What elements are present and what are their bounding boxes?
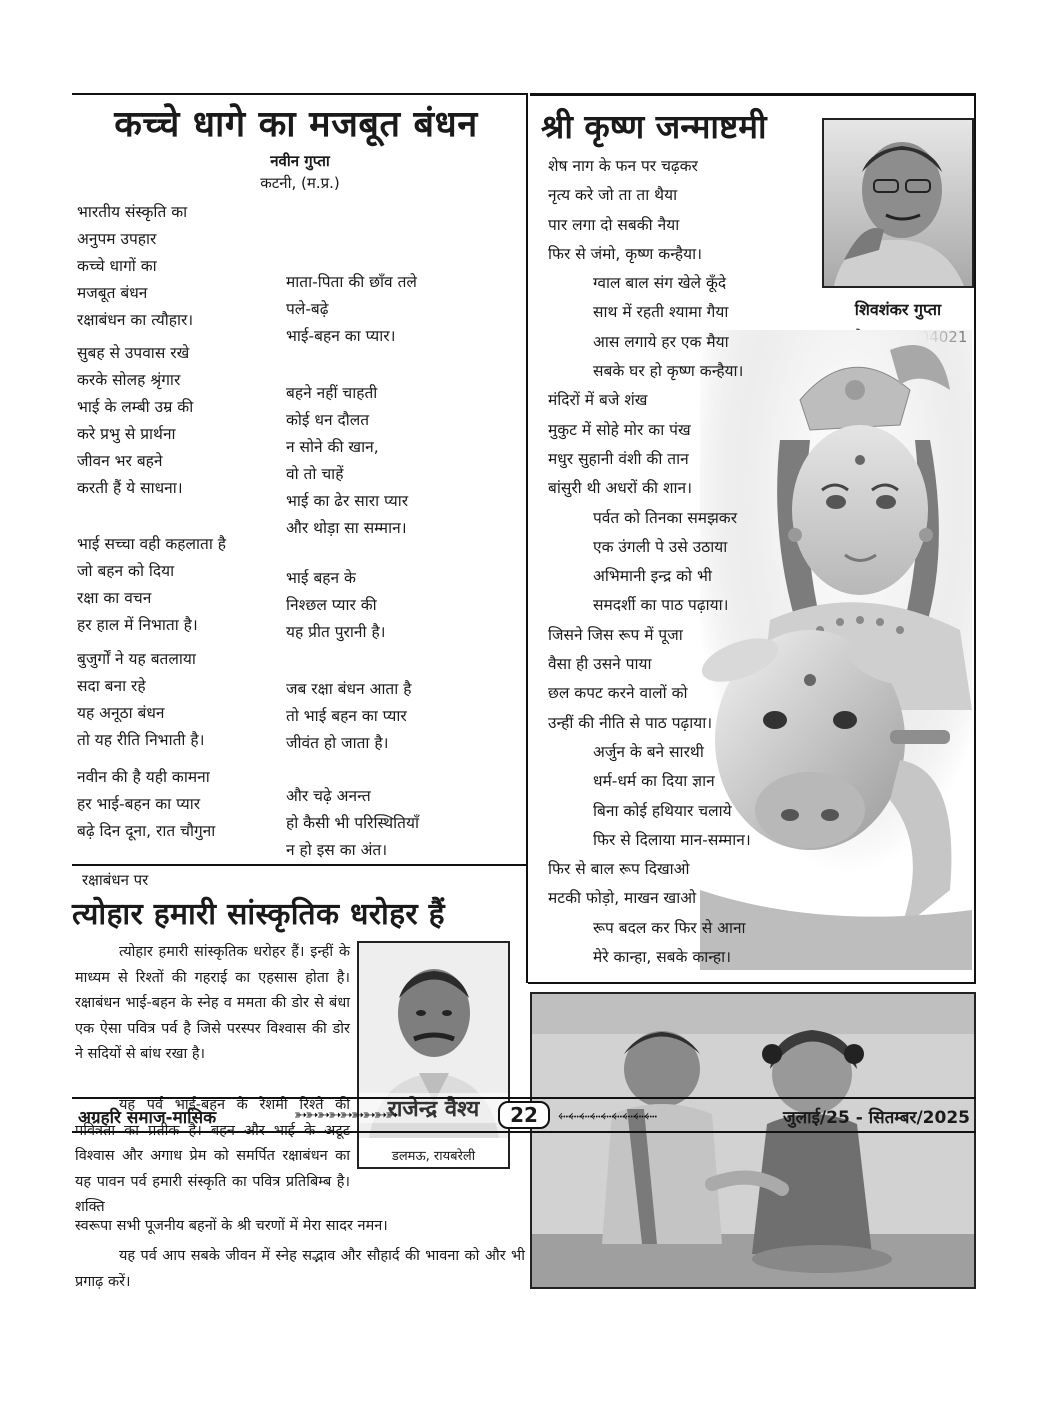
poem2-line: जिसने जिस रूप में पूजा [548, 625, 683, 644]
poem-line: कोई धन दौलत [286, 411, 370, 429]
vine-ornament-right-icon: ⬸⬸⬸⬸⬸⬸⬸⬸⬸ [558, 1105, 656, 1124]
poem-line: हो कैसी भी परिस्थितियाँ [286, 814, 419, 832]
poem2-line: मुकुट में सोहे मोर का पंख [548, 420, 691, 439]
article-author-caption: राजेन्द्र वैश्य [359, 1093, 508, 1123]
poem1-title: कच्चे धागे का मजबूत बंधन [114, 104, 478, 145]
poem1-stanza-5 [77, 764, 215, 845]
poem2-line: फिर से दिलाया मान-सम्मान। [593, 830, 751, 849]
vine-ornament-left-icon: ➳➳➳➳➳➳➳➳➳ [294, 1105, 397, 1124]
poem2-line: फिर से जंमो, कृष्ण कन्हैया। [548, 244, 702, 263]
poem-line: जब रक्षा बंधन आता है [286, 680, 412, 698]
article-para-1 [75, 940, 350, 1068]
poem-line: भाई का ढेर सारा प्यार [286, 492, 409, 510]
poem-line: और थोड़ा सा सम्मान। [286, 519, 407, 537]
poem2-line: मंदिरों में बजे शंख [548, 391, 648, 410]
poem2-lines [548, 152, 751, 972]
poem-line: जीवंत हो जाता है। [286, 734, 389, 752]
issue-date: जुलाई/25 - सितम्बर/2025 [783, 1108, 970, 1128]
poem-line: करती हैं ये साधना। [77, 479, 183, 497]
poem2-line: अभिमानी इन्द्र को भी [593, 567, 712, 586]
poem2-line: ग्वाल बाल संग खेले कूँदे [593, 274, 727, 293]
top-rule-right [530, 93, 976, 96]
article-author-place: डलमऊ, रायबरेली [391, 1149, 476, 1164]
poem1-place: कटनी, (म.प्र.) [260, 174, 340, 192]
page-number: 22 [498, 1101, 550, 1129]
poem-line: हर हाल में निभाता है। [77, 616, 198, 634]
top-rule-left [72, 93, 526, 95]
poem-line: जीवन भर बहने [77, 452, 163, 470]
poem-line: नवीन की है यही कामना [77, 768, 210, 786]
poem1-stanza-7 [286, 380, 408, 542]
poem2-line: बांसुरी थी अधरों की शान। [548, 479, 693, 498]
rakhi-children-photo [530, 992, 976, 1289]
article-text: यह पर्व भाई-बहन के रेशमी रिश्ते की पवित्रता का प्रतीक है। बहन और भाई के अटूट विश्वास और अगाध प्रेम को समर्पित रक्षाबंधन का यह पावन पर्व हमारी संस्कृति का पवित्र प्रतिबिम्ब है। शक्ति [75, 1097, 350, 1215]
poem2-line: मेरे कान्हा, सबके कान्हा। [593, 948, 732, 967]
poem-line: जो बहन को दिया [77, 562, 175, 580]
poem-line: तो भाई बहन का प्यार [286, 707, 407, 725]
poem-line: हर भाई-बहन का प्यार [77, 795, 201, 813]
poem-line: अनुपम उपहार [77, 230, 157, 248]
poem2-line: साथ में रहती श्यामा गैया [593, 303, 729, 322]
right-border [974, 93, 976, 983]
poem1-stanza-2 [77, 340, 193, 502]
poem2-line: शेष नाग के फन पर चढ़कर [548, 157, 698, 175]
poem2-line: आस लगाये हर एक मैया [593, 332, 729, 351]
poem1-stanza-3 [77, 531, 226, 639]
article-text: यह पर्व आप सबके जीवन में स्नेह सद्भाव और सौहार्द की भावना को और भी प्रगाढ़ करें। [75, 1248, 525, 1290]
poem1-stanza-4 [77, 646, 204, 754]
article-text: त्योहार हमारी सांस्कृतिक धरोहर हैं। इन्हीं के माध्यम से रिश्तों की गहराई का एहसास होता है। रक्षाबंधन भाई-बहन के स्नेह व ममता की डोर से बंधा एक ऐसा पवित्र पर्व है जिसे परस्पर विश्वास की डोर ने सदियों से बांध रखा है। [75, 944, 350, 1062]
poem-line: रक्षाबंधन का त्यौहार। [77, 311, 194, 329]
poem-line: यह अनूठा बंधन [77, 704, 165, 722]
poem1-stanza-9 [286, 676, 411, 757]
magazine-name: अग्रहरि समाज-मासिक [78, 1108, 217, 1128]
poem-line: करके सोलह श्रृंगार [77, 371, 181, 389]
poem-line: बुजुर्गों ने यह बतलाया [77, 650, 196, 668]
poem2-line: एक उंगली पे उसे उठाया [593, 537, 728, 556]
poem2-line: रूप बदल कर फिर से आना [593, 918, 746, 937]
poem2-line: अर्जुन के बने सारथी [593, 742, 704, 761]
poem-line: निश्छल प्यार की [286, 596, 377, 614]
poem-line: पले-बढ़े [286, 300, 329, 318]
poem-line: करे प्रभु से प्रार्थना [77, 425, 176, 443]
poem-line: न सोने की खान, [286, 438, 379, 456]
poem2-line: पर्वत को तिनका समझकर [593, 508, 738, 527]
poem-line: भारतीय संस्कृति का [77, 203, 188, 221]
poem2-line: पार लगा दो सबकी नैया [548, 215, 680, 234]
poem2-line: सबके घर हो कृष्ण कन्हैया। [593, 362, 744, 381]
poem-line: रक्षा का वचन [77, 589, 152, 607]
article-text: स्वरूपा सभी पूजनीय बहनों के श्री चरणों में मेरा सादर नमन। [75, 1218, 388, 1234]
poem1-stanza-6 [286, 269, 417, 350]
poem2-line: मधुर सुहानी वंशी की तान [548, 449, 689, 468]
poem-line: सुबह से उपवास रखे [77, 344, 190, 362]
article-kicker: रक्षाबंधन पर [82, 871, 149, 889]
poem2-author-photo [822, 118, 974, 288]
poem-line: वो तो चाहें [286, 465, 344, 483]
article-para-2b [75, 1214, 525, 1240]
poem-line: यह प्रीत पुरानी है। [286, 623, 386, 641]
poem2-title: श्री कृष्ण जन्माष्टमी [541, 107, 767, 146]
poem1-author: नवीन गुप्ता [270, 152, 330, 170]
article-title: त्योहार हमारी सांस्कृतिक धरोहर हैं [72, 897, 445, 932]
poem-line: तो यह रीति निभाती है। [77, 731, 205, 749]
poem-line: बहने नहीं चाहती [286, 384, 378, 402]
poem1-stanza-10 [286, 783, 419, 864]
poem2-line: बिना कोई हथियार चलाये [593, 801, 732, 820]
poem2-line: समदर्शी का पाठ पढ़ाया। [593, 596, 729, 615]
poem-line: भाई के लम्बी उम्र की [77, 398, 194, 416]
poem2-line: उन्हीं की नीति से पाठ पढ़ाया। [548, 713, 713, 732]
poem-line: सदा बना रहे [77, 677, 146, 695]
poem2-line: नृत्य करे जो ता ता थैया [548, 186, 678, 205]
article-author-photo [357, 941, 510, 1169]
poem1-stanza-1 [77, 199, 193, 334]
poem-line: कच्चे धागों का [77, 257, 157, 275]
poem-line: माता-पिता की छाँव तले [286, 273, 417, 291]
page-footer [72, 1097, 976, 1133]
article-para-3 [75, 1244, 525, 1295]
poem2-author: शिवशंकर गुप्ता [854, 300, 942, 319]
poem2-line: धर्म-धर्म का दिया ज्ञान [593, 772, 715, 791]
poem2-line: वैसा ही उसने पाया [548, 655, 652, 674]
poem-line: भाई बहन के [286, 569, 356, 587]
poem-line: न हो इस का अंत। [286, 841, 388, 859]
poem-line: भाई सच्चा वही कहलाता है [77, 535, 227, 553]
poem2-line: छल कपट करने वालों को [548, 684, 688, 703]
poem-line: मजबूत बंधन [77, 284, 148, 302]
section-rule-left [72, 864, 526, 866]
poem1-stanza-8 [286, 565, 386, 646]
poem-line: और चढ़े अनन्त [286, 787, 371, 805]
section-rule-right [528, 982, 976, 984]
poem2-line: फिर से बाल रूप दिखाओ [548, 860, 690, 879]
poem2-line: मटकी फोड़ो, माखन खाओ [548, 889, 697, 908]
column-divider [526, 93, 528, 983]
poem-line: बढ़े दिन दूना, रात चौगुना [77, 822, 216, 840]
poem-line: भाई-बहन का प्यार। [286, 327, 396, 345]
